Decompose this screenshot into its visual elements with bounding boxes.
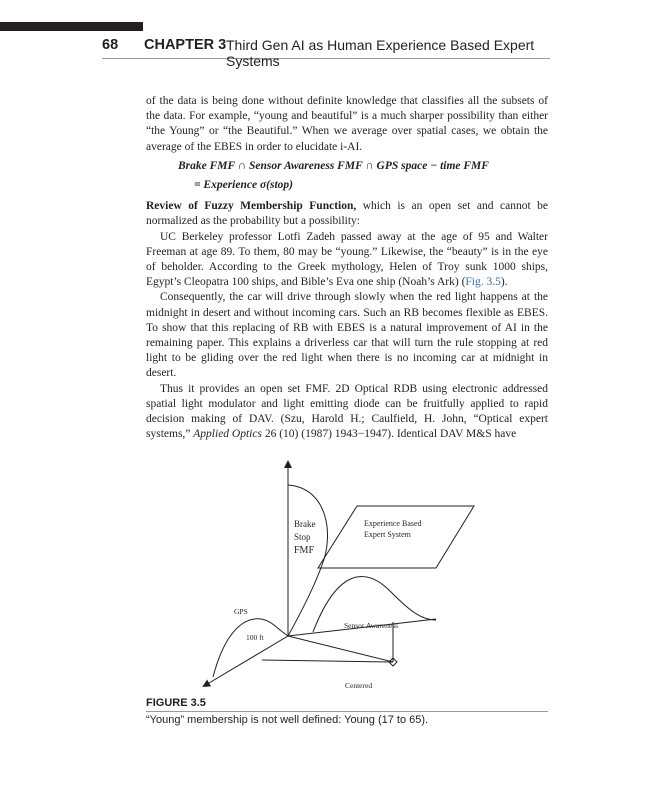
brake-label-line-2: Stop (294, 532, 311, 542)
paragraph-2-rest: which is an open set and cannot be normalized as the probability but a possibility: (146, 200, 549, 228)
equation-line-2: = Experience σ(stop) (194, 179, 293, 192)
paragraph-5-text: Thus it provides an open set FMF. 2D Optical RDB using electronic addressed spatial light modulator and light emitting diode can be fruitfully applied to rapid decision making of DAV. (Szu, Harold H.; Caulfield, H. John, “Optical expert systems,” (146, 382, 548, 441)
brake-label-line-3: FMF (294, 545, 315, 556)
equation-line-1: Brake FMF ∩ Sensor Awareness FMF ∩ GPS space − time FMF (178, 159, 489, 172)
paragraph-3-end: ). (500, 276, 508, 289)
expert-label-line-1: Experience Based (364, 519, 422, 528)
paragraph-3-text: UC Berkeley professor Lotfi Zadeh passed away at the age of 95 and Walter Freeman at age 89. To them, 80 may be “young.” Likewise, the “beauty” is in the eye of beholder. According to the Greek mythology, Helen of Troy sunk 1000 ships, Egypt’s Cleopatra 100 ships, and Bible’s Eva one ship (Noah’s Ark) ( (146, 230, 548, 289)
brake-label-line-1: Brake (294, 519, 316, 529)
gps-fmf-curve (213, 619, 288, 677)
figure-caption-rule (146, 711, 548, 712)
distance-label: 100 ft (246, 633, 264, 642)
sensor-awareness-label: Sensor Awareness (344, 621, 399, 630)
paragraph-5-end: 26 (10) (1987) 1943−1947). Identical DAV M&S have (261, 428, 517, 441)
paragraph-5-journal: Applied Optics (193, 428, 262, 441)
centered-line (288, 636, 393, 662)
paragraph-1: of the data is being done without definite knowledge that classifies all the subsets of the data. For example, “young and beautiful” is a much sharper possibility than either “the Young” or “the Beautiful.” When we average over spatial cases, we obtain the average of the EBES in order to elucidate i-AI. (146, 95, 548, 153)
centered-label: Centered (345, 681, 373, 690)
page-number: 68 (102, 37, 119, 53)
figure-reference-link[interactable]: Fig. 3.5 (465, 276, 501, 289)
paragraph-2-bold: Review of Fuzzy Membership Function, (146, 200, 357, 213)
gps-axis (204, 636, 288, 686)
paragraph-4: Consequently, the car will drive through slowly when the red light happens at the midnight in desert and without incoming cars. Such an RB becomes flexible as EBES. To show that this replacing of RB with EBES is a natural improvement of AI in the remaining paper. This explains a driverless car that will turn the rule stopping at red light to be gliding over the red light when there is no incoming car at midnight in desert. (146, 291, 548, 380)
chapter-label: CHAPTER 3 (144, 37, 227, 53)
figure-caption: “Young” membership is not well defined: Young (17 to 65). (146, 714, 429, 726)
chapter-title: Third Gen AI as Human Experience Based Expert Systems (226, 37, 535, 69)
base-line (262, 660, 393, 662)
gps-label: GPS (234, 607, 248, 616)
expert-label-line-2: Expert System (364, 530, 411, 539)
figure-label: FIGURE 3.5 (146, 697, 206, 709)
